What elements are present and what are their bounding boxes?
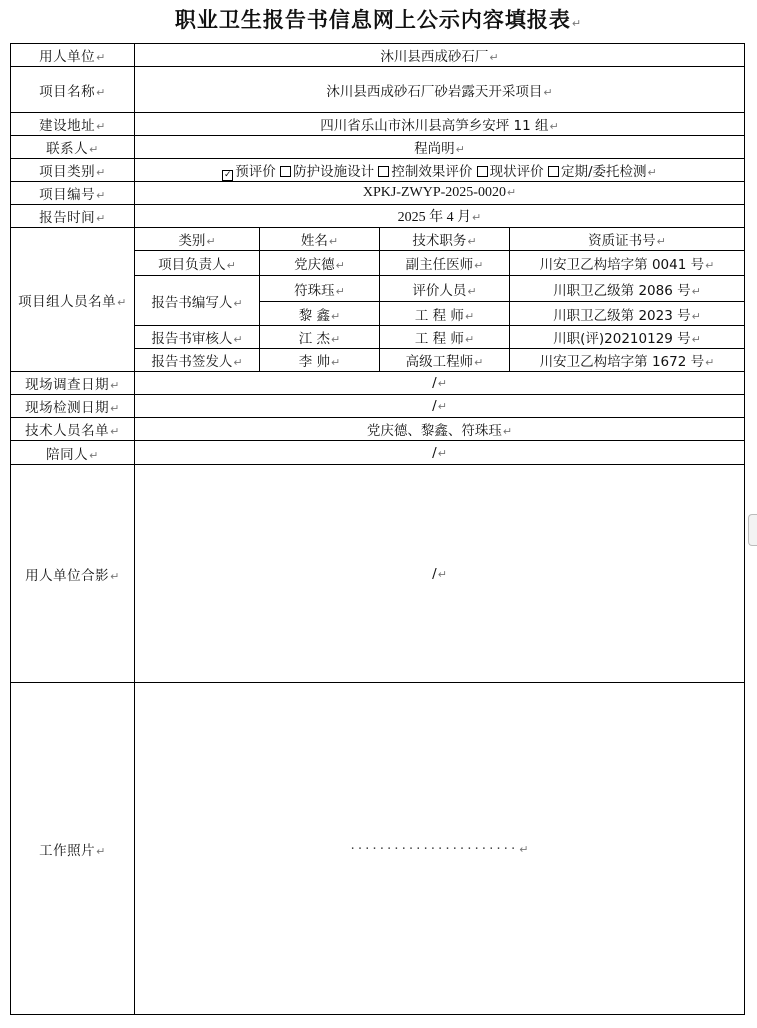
category-option-pre-eval[interactable]: ✓ 预评价 xyxy=(222,164,276,180)
side-scroll-handle[interactable] xyxy=(748,514,757,546)
checkbox-icon[interactable] xyxy=(378,166,389,177)
member-cert[interactable]: 川安卫乙构培字第 1672 号↵ xyxy=(510,349,745,372)
category-option-status-eval[interactable]: 现状评价 xyxy=(477,164,544,180)
tech-staff-value[interactable]: 党庆德、黎鑫、符珠珏↵ xyxy=(135,418,745,441)
member-role[interactable]: 项目负责人↵ xyxy=(135,251,260,276)
survey-date-label: 现场调查日期↵ xyxy=(11,372,135,395)
tech-staff-label: 技术人员名单↵ xyxy=(11,418,135,441)
address-label: 建设地址↵ xyxy=(11,113,135,136)
address-value[interactable]: 四川省乐山市沐川县高笋乡安坪 11 组↵ xyxy=(135,113,745,136)
category-option-periodic-detect[interactable]: 定期/委托检测 xyxy=(548,164,647,180)
member-name[interactable]: 符珠珏↵ xyxy=(260,276,380,302)
category-label: 项目类别↵ xyxy=(11,159,135,182)
member-title[interactable]: 评价人员↵ xyxy=(380,276,510,302)
member-cert[interactable]: 川安卫乙构培字第 0041 号↵ xyxy=(510,251,745,276)
member-title[interactable]: 高级工程师↵ xyxy=(380,349,510,372)
member-title[interactable]: 工 程 师↵ xyxy=(380,302,510,326)
member-cert[interactable]: 川职卫乙级第 2023 号↵ xyxy=(510,302,745,326)
escort-label: 陪同人↵ xyxy=(11,441,135,465)
form-title: 职业卫生报告书信息网上公示内容填报表↵ xyxy=(174,8,583,32)
report-time-value[interactable]: 2025 年 4 月↵ xyxy=(135,205,745,228)
work-photo-area[interactable]: ·······················↵ xyxy=(135,683,745,1015)
checkbox-checked-icon[interactable] xyxy=(222,170,233,181)
member-name[interactable]: 江 杰↵ xyxy=(260,326,380,349)
project-number-label: 项目编号↵ xyxy=(11,182,135,205)
members-header-name: 姓名↵ xyxy=(260,228,380,251)
group-photo-label: 用人单位合影↵ xyxy=(11,465,135,683)
project-number-value[interactable]: XPKJ-ZWYP-2025-0020↵ xyxy=(135,182,745,205)
members-label: 项目组人员名单↵ xyxy=(11,228,135,372)
project-name-value[interactable]: 沐川县西成砂石厂砂岩露天开采项目↵ xyxy=(135,67,745,113)
detect-date-label: 现场检测日期↵ xyxy=(11,395,135,418)
contact-label: 联系人↵ xyxy=(11,136,135,159)
member-role[interactable]: 报告书审核人↵ xyxy=(135,326,260,349)
survey-date-value[interactable]: /↵ xyxy=(135,372,745,395)
report-time-label: 报告时间↵ xyxy=(11,205,135,228)
member-cert[interactable]: 川职卫乙级第 2086 号↵ xyxy=(510,276,745,302)
group-photo-area[interactable]: /↵ xyxy=(135,465,745,683)
checkbox-icon[interactable] xyxy=(477,166,488,177)
category-option-protection-design[interactable]: 防护设施设计 xyxy=(280,164,374,180)
work-photo-label: 工作照片↵ xyxy=(11,683,135,1015)
employer-label: 用人单位↵ xyxy=(11,44,135,67)
members-header-role: 类别↵ xyxy=(135,228,260,251)
member-name[interactable]: 黎 鑫↵ xyxy=(260,302,380,326)
members-header-cert: 资质证书号↵ xyxy=(510,228,745,251)
members-header-title: 技术职务↵ xyxy=(380,228,510,251)
member-role[interactable]: 报告书编写人↵ xyxy=(135,276,260,326)
checkbox-icon[interactable] xyxy=(548,166,559,177)
detect-date-value[interactable]: /↵ xyxy=(135,395,745,418)
checkbox-icon[interactable] xyxy=(280,166,291,177)
member-name[interactable]: 李 帅↵ xyxy=(260,349,380,372)
member-cert[interactable]: 川职(评)20210129 号↵ xyxy=(510,326,745,349)
escort-value[interactable]: /↵ xyxy=(135,441,745,465)
category-options: ✓ 预评价 防护设施设计 控制效果评价 现状评价 定期/委托检测↵ xyxy=(135,159,745,182)
member-name[interactable]: 党庆德↵ xyxy=(260,251,380,276)
member-role[interactable]: 报告书签发人↵ xyxy=(135,349,260,372)
project-name-label: 项目名称↵ xyxy=(11,67,135,113)
member-title[interactable]: 副主任医师↵ xyxy=(380,251,510,276)
member-title[interactable]: 工 程 师↵ xyxy=(380,326,510,349)
employer-value[interactable]: 沐川县西成砂石厂↵ xyxy=(135,44,745,67)
disclosure-form-table xyxy=(10,43,745,1015)
category-option-control-eval[interactable]: 控制效果评价 xyxy=(378,164,472,180)
contact-value[interactable]: 程尚明↵ xyxy=(135,136,745,159)
